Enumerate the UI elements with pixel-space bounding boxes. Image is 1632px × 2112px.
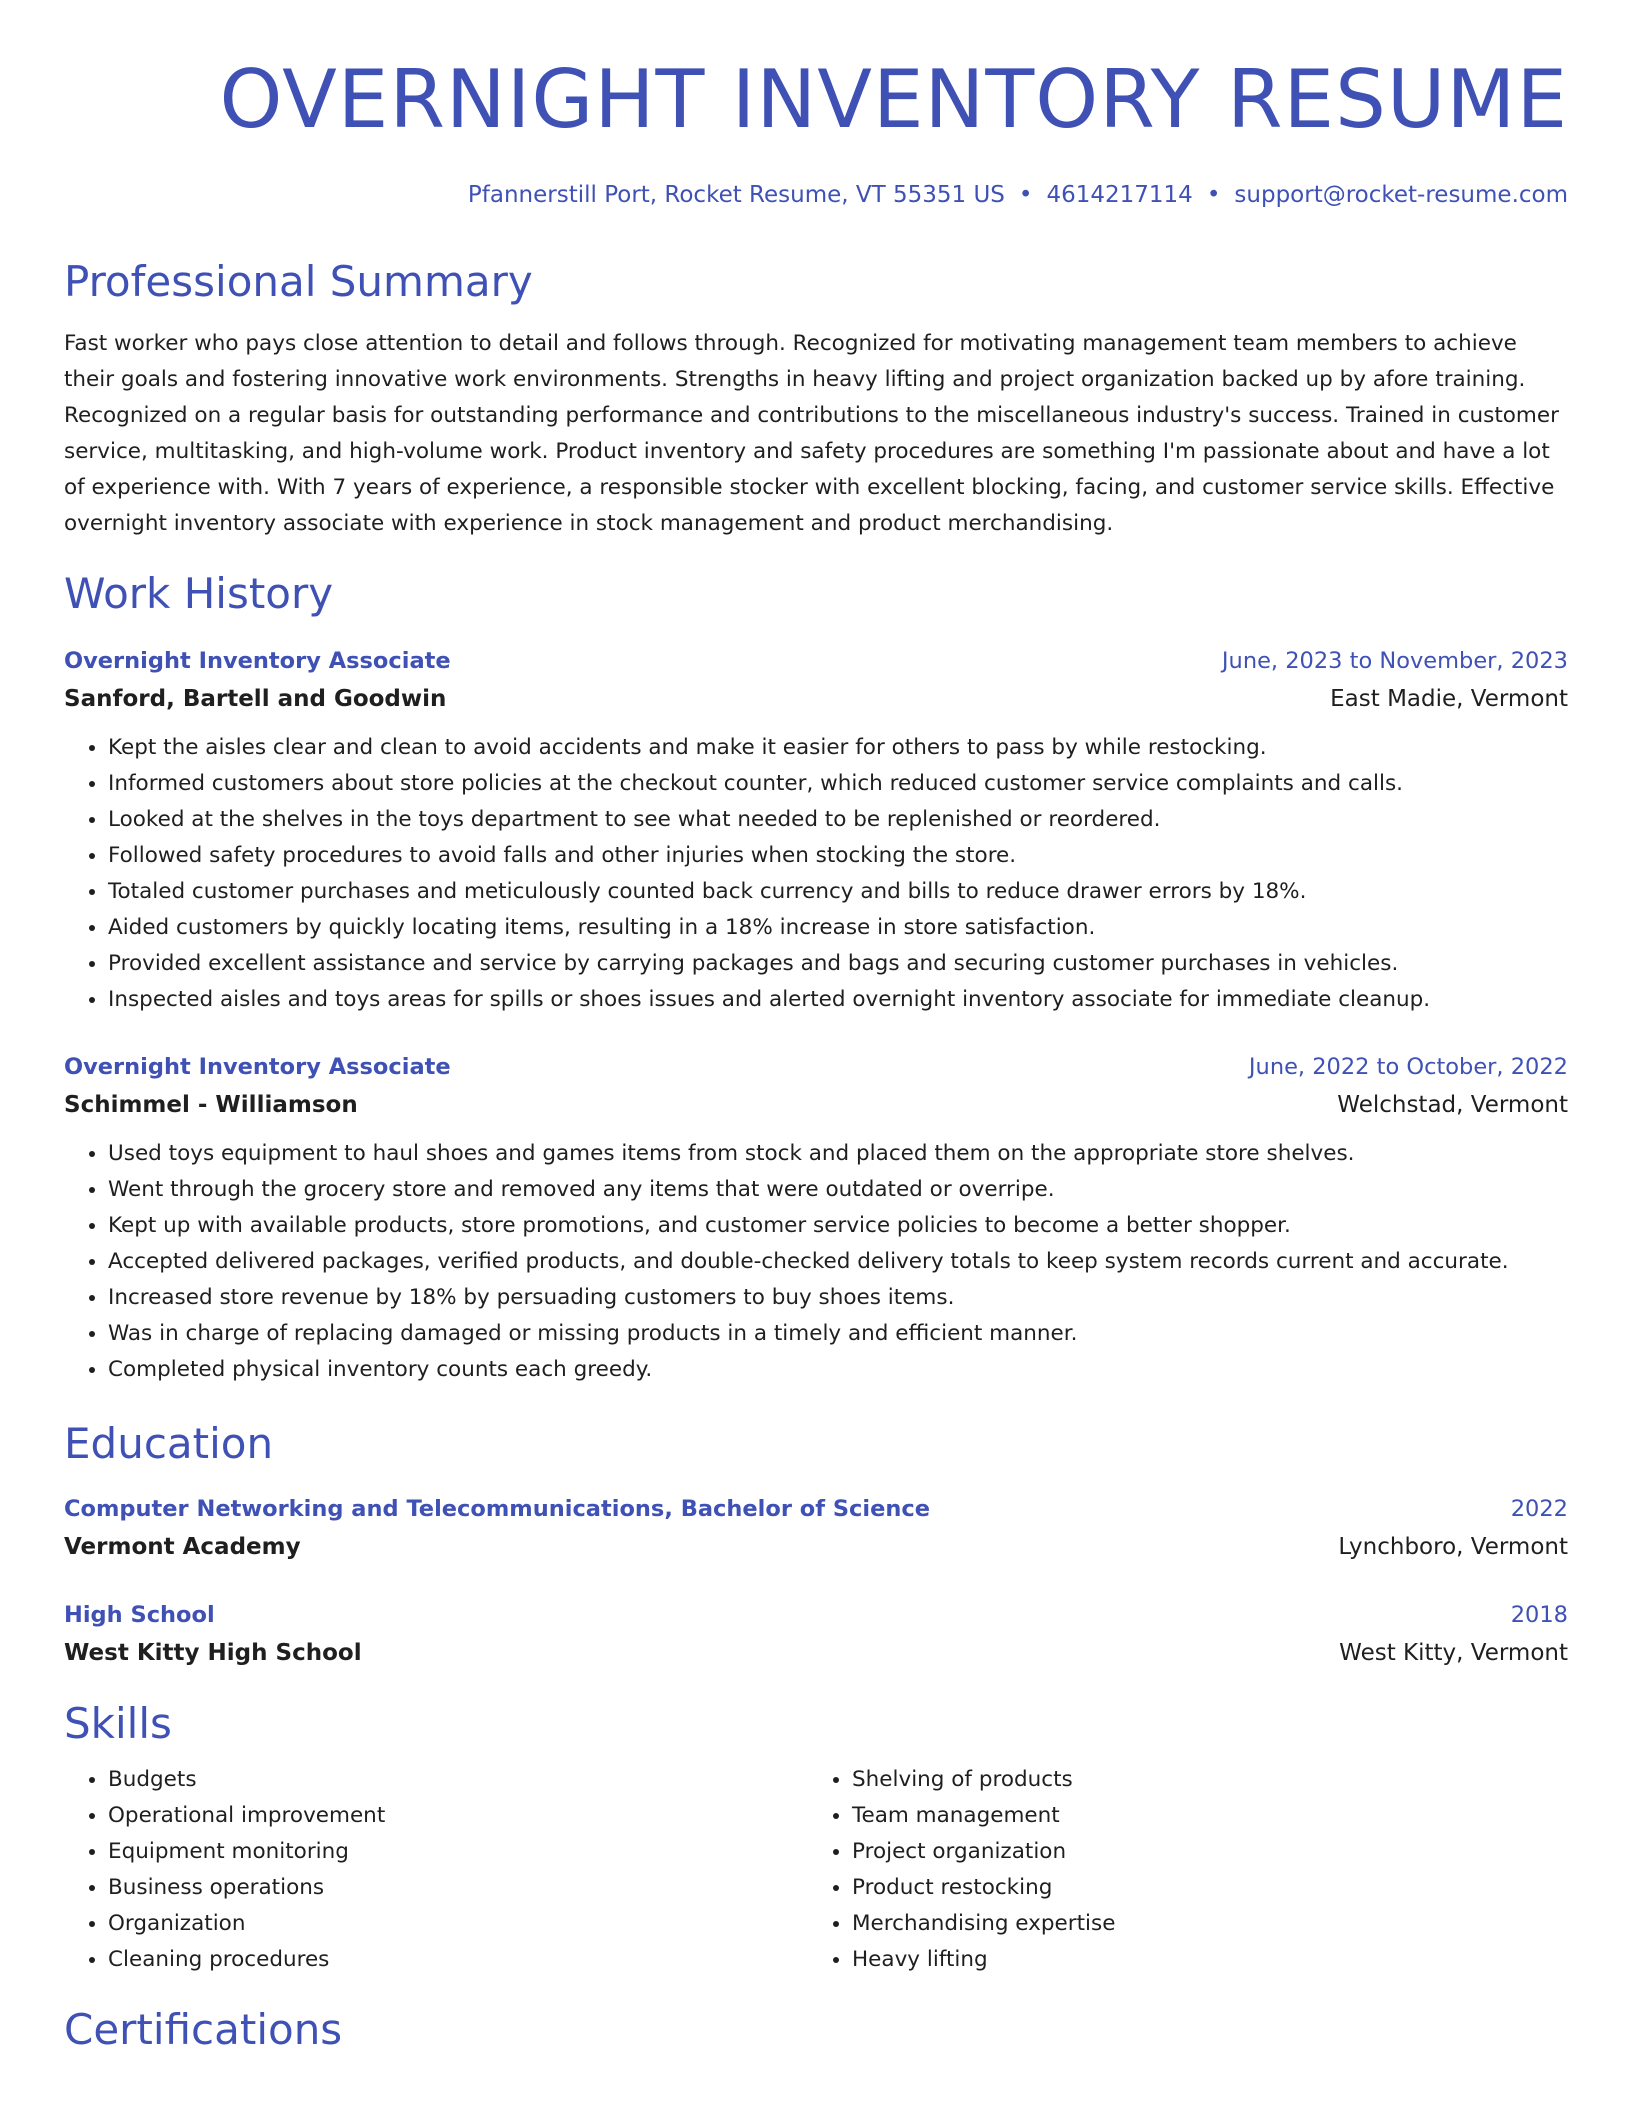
skill-item: • Operational improvement	[108, 1798, 808, 1834]
skills-list	[64, 1762, 1568, 1978]
list-item: • Accepted delivered packages, verified products, and double-checked delivery totals to keep system records current and accurate.	[108, 1244, 1568, 1280]
list-item: • Looked at the shelves in the toys department to see what needed to be replenished or reordered.	[108, 802, 1568, 838]
phone: 4614217114	[1046, 182, 1193, 208]
list-item: • Inspected aisles and toys areas for spills or shoes issues and alerted overnight inventory associate for immediate cleanup.	[108, 982, 1568, 1018]
education-location: Lynchboro, Vermont	[1338, 1534, 1568, 1560]
education-year: 2022	[1510, 1496, 1568, 1522]
list-item: • Provided excellent assistance and service by carrying packages and bags and securing customer purchases in vehicles.	[108, 946, 1568, 982]
education-degree: High School	[64, 1602, 215, 1628]
education-school: Vermont Academy	[64, 1534, 301, 1560]
skill-item: • Merchandising expertise	[852, 1906, 1552, 1942]
list-item: • Totaled customer purchases and meticulously counted back currency and bills to reduce drawer errors by 18%.	[108, 874, 1568, 910]
email-link[interactable]: support@rocket-resume.com	[1234, 182, 1568, 208]
list-item: • Went through the grocery store and removed any items that were outdated or overripe.	[108, 1172, 1568, 1208]
contact-separator: •	[1018, 182, 1033, 208]
skill-item: • Shelving of products	[852, 1762, 1552, 1798]
skill-item: • Product restocking	[852, 1870, 1552, 1906]
list-item: • Followed safety procedures to avoid falls and other injuries when stocking the store.	[108, 838, 1568, 874]
contact-line	[64, 180, 1568, 210]
skill-item: • Team management	[852, 1798, 1552, 1834]
contact-separator: •	[1206, 182, 1221, 208]
job-period: June, 2022 to October, 2022	[1248, 1054, 1568, 1080]
job-period: June, 2023 to November, 2023	[1221, 648, 1568, 674]
education-school: West Kitty High School	[64, 1640, 362, 1666]
job-role: Overnight Inventory Associate	[64, 1054, 451, 1080]
address: Pfannerstill Port, Rocket Resume, VT 55351 US	[467, 182, 1005, 208]
job-location: East Madie, Vermont	[1330, 686, 1568, 712]
section-title-certifications: Certifications	[64, 2005, 343, 2054]
section-title-skills: Skills	[64, 1699, 172, 1748]
skill-item: • Heavy lifting	[852, 1942, 1552, 1978]
list-item: • Kept the aisles clear and clean to avoid accidents and make it easier for others to pass by while restocking.	[108, 730, 1568, 766]
education-degree: Computer Networking and Telecommunications, Bachelor of Science	[64, 1496, 930, 1522]
skill-item: • Business operations	[108, 1870, 808, 1906]
list-item: • Informed customers about store policies at the checkout counter, which reduced customer service complaints and calls.	[108, 766, 1568, 802]
job-bullets	[64, 1136, 1568, 1388]
skill-item: • Cleaning procedures	[108, 1942, 808, 1978]
skills-column-left	[64, 1762, 808, 1978]
job-company: Schimmel - Williamson	[64, 1092, 358, 1118]
job-entry	[64, 642, 1568, 1018]
list-item: • Completed physical inventory counts each greedy.	[108, 1352, 1568, 1388]
job-entry	[64, 1048, 1568, 1388]
job-location: Welchstad, Vermont	[1337, 1092, 1568, 1118]
education-entry	[64, 1490, 1568, 1566]
section-title-work-history: Work History	[64, 569, 334, 618]
list-item: • Was in charge of replacing damaged or missing products in a timely and efficient manner.	[108, 1316, 1568, 1352]
skill-item: • Organization	[108, 1906, 808, 1942]
job-role: Overnight Inventory Associate	[64, 648, 451, 674]
resume-title: OVERNIGHT INVENTORY RESUME	[219, 53, 1568, 146]
section-title-education: Education	[64, 1419, 274, 1468]
skill-item: • Project organization	[852, 1834, 1552, 1870]
education-year: 2018	[1510, 1602, 1568, 1628]
resume-page	[64, 52, 1568, 2056]
summary-text: Fast worker who pays close attention to detail and follows through. Recognized for motivating management team members to achieve their goals and fostering innovative work environments. Strengths in heavy lifting and project organization backed up by afore training. Recognized on a regular basis for outstanding performance and contributions to the miscellaneous industry's success. Trained in customer service, multitasking, and high-volume work. Product inventory and safety procedures are something I'm passionate about and have a lot of experience with. With 7 years of experience, a responsible stocker with excellent blocking, facing, and customer service skills. Effective overnight inventory associate with experience in stock management and product merchandising.	[64, 331, 1559, 536]
list-item: • Increased store revenue by 18% by persuading customers to buy shoes items.	[108, 1280, 1568, 1316]
skill-item: • Budgets	[108, 1762, 808, 1798]
job-company: Sanford, Bartell and Goodwin	[64, 686, 447, 712]
skill-item: • Equipment monitoring	[108, 1834, 808, 1870]
list-item: • Aided customers by quickly locating items, resulting in a 18% increase in store satisfaction.	[108, 910, 1568, 946]
job-bullets	[64, 730, 1568, 1018]
education-entry	[64, 1596, 1568, 1672]
list-item: • Used toys equipment to haul shoes and games items from stock and placed them on the appropriate store shelves.	[108, 1136, 1568, 1172]
education-location: West Kitty, Vermont	[1339, 1640, 1568, 1666]
skills-column-right	[808, 1762, 1552, 1978]
list-item: • Kept up with available products, store promotions, and customer service policies to become a better shopper.	[108, 1208, 1568, 1244]
section-title-summary: Professional Summary	[64, 257, 533, 306]
